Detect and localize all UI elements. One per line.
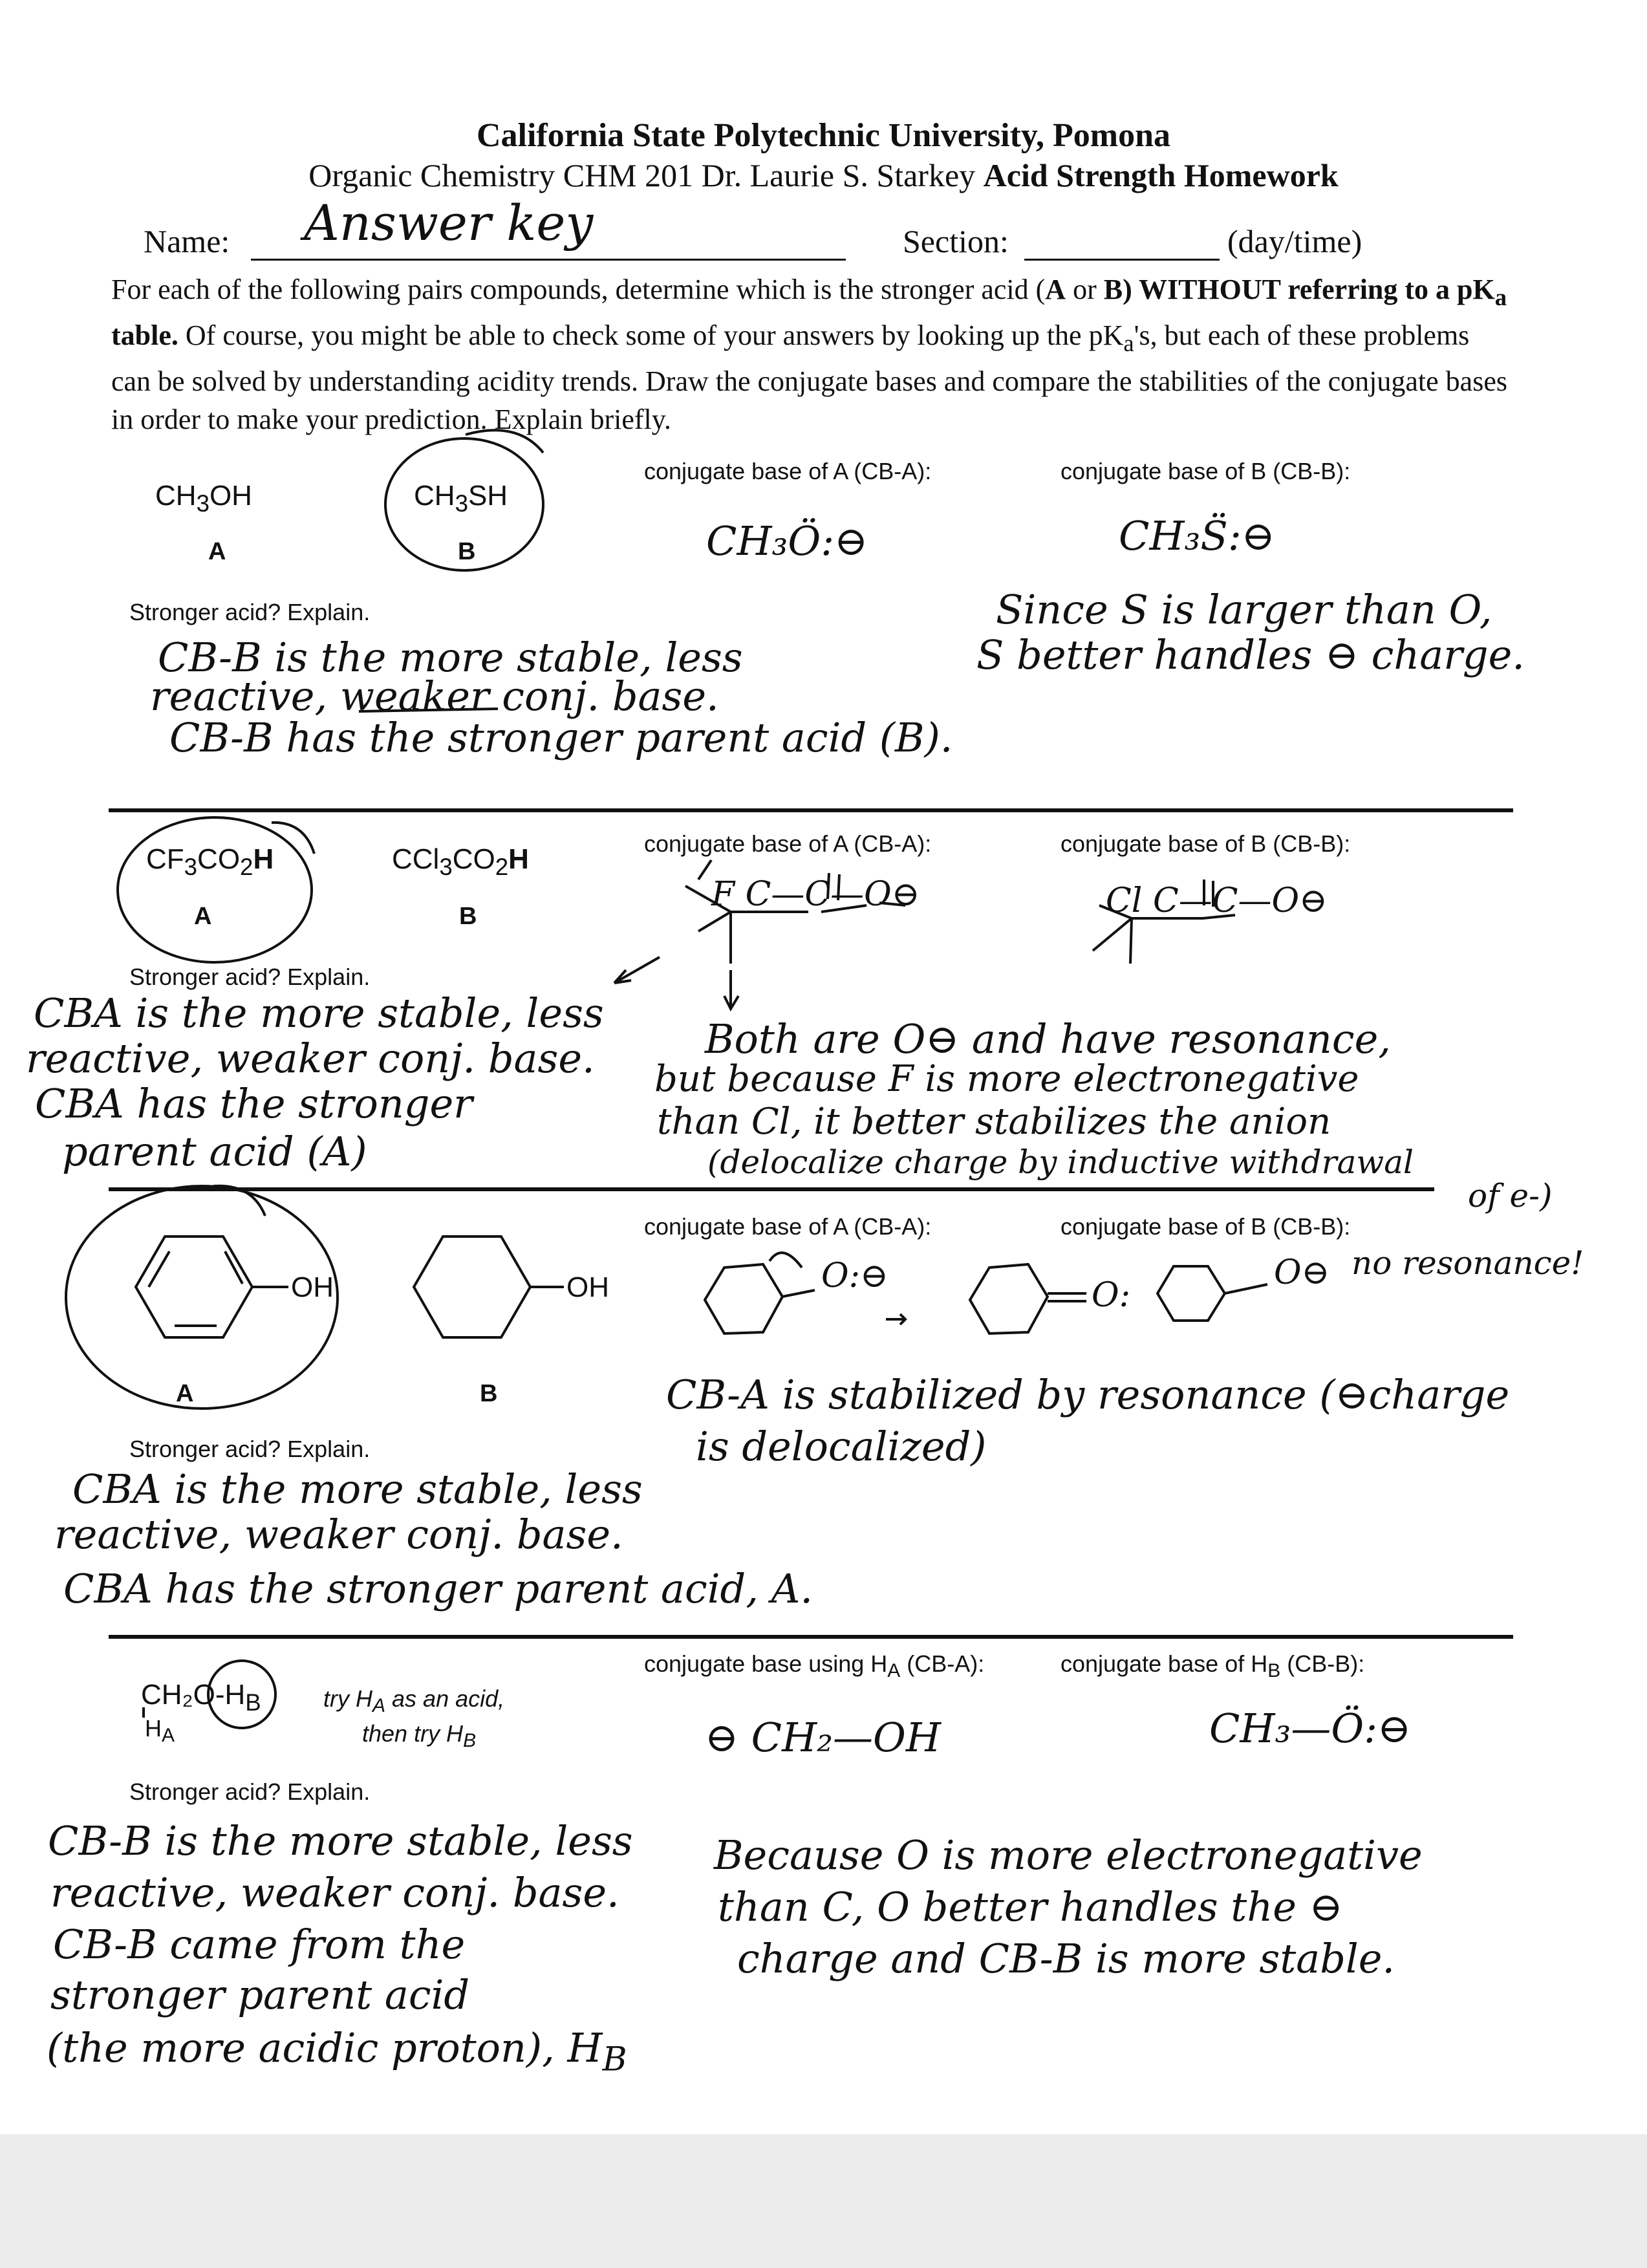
p2-reason-1: Both are O⊖ and have resonance, — [705, 1015, 1391, 1063]
p1-cba-label: conjugate base of A (CB-A): — [644, 458, 932, 484]
p3-label-a: A — [176, 1380, 194, 1407]
p1-reason-1: Since S is larger than O, — [996, 586, 1492, 633]
p1-answer-1: CB-B is the more stable, less — [158, 634, 743, 681]
p2-reason-3: than Cl, it better stabilizes the anion — [657, 1101, 1331, 1143]
p3-stronger-label: Stronger acid? Explain. — [129, 1436, 371, 1462]
p2-reason-2: but because F is more electronegative — [654, 1058, 1359, 1100]
p2-cbb-atoms: Cl C—C—O⊖ — [1106, 881, 1328, 920]
p4-answer-1: CB-B is the more stable, less — [48, 1817, 633, 1864]
p3-cba-double-bond — [1048, 1293, 1086, 1301]
p2-answer-circle — [118, 817, 312, 962]
page-bottom-margin — [0, 2134, 1647, 2268]
p4-stronger-label: Stronger acid? Explain. — [129, 1778, 371, 1805]
p4-reason-2: than C, O better handles the ⊖ — [718, 1883, 1343, 1930]
p4-cbb-structure: CH₃—Ö:⊖ — [1209, 1705, 1412, 1752]
p3-cba-ring-2 — [970, 1264, 1048, 1334]
p1-compound-a: $CH_3OH$ — [155, 480, 252, 517]
p2-cba-atoms: F C—C—O⊖ — [711, 875, 920, 914]
university-title: California State Polytechnic University, Pomona — [476, 117, 1171, 154]
p2-cbb-label: conjugate base of B (CB-B): — [1060, 830, 1351, 857]
p1-answer-circle — [385, 438, 543, 570]
p1-compound-b: $CH_3SH$ — [414, 480, 508, 517]
p4-reason-1: Because O is more electronegative — [714, 1831, 1423, 1879]
p3-circle-tail — [213, 1186, 265, 1216]
p3-cba-arrow-1 — [770, 1253, 815, 1297]
p4-answer-2: reactive, weaker conj. base. — [50, 1869, 619, 1916]
p2-compound-b: $CCl_3CO_2H$ — [392, 843, 529, 880]
p1-answer-2: reactive, weaker conj. base. — [150, 673, 719, 720]
p1-cbb-label: conjugate base of B (CB-B): — [1060, 458, 1351, 484]
p1-reason-2: S better handles ⊖ charge. — [976, 631, 1525, 678]
p3-cbb-ring — [1157, 1266, 1225, 1321]
p1-weaker-underline — [359, 709, 498, 711]
p3-cba-oxide-2: O: — [1092, 1276, 1131, 1315]
daytime-label: (day/time) — [1227, 223, 1362, 259]
p1-label-b: B — [458, 538, 476, 565]
p1-cbb-structure: CH₃S̈:⊖ — [1119, 512, 1275, 559]
p3-cyclohexane-ring-b — [414, 1237, 530, 1337]
p1-cba-structure: CH₃Ö:⊖ — [706, 517, 868, 565]
p2-cba-label: conjugate base of A (CB-A): — [644, 830, 932, 857]
section-label: Section: — [903, 223, 1009, 259]
p1-circle-tail — [466, 430, 543, 453]
p2-reason-5: of e-) — [1468, 1177, 1553, 1215]
p3-cba-label: conjugate base of A (CB-A): — [644, 1213, 932, 1240]
p3-cba-ring-1 — [705, 1264, 782, 1334]
p4-reason-3: charge and CB-B is more stable. — [737, 1935, 1395, 1982]
p3-resonance-2: is delocalized) — [696, 1423, 987, 1470]
p4-answer-4: stronger parent acid — [50, 1971, 470, 2018]
p3-label-b: B — [480, 1380, 498, 1407]
p2-answer-2: reactive, weaker conj. base. — [26, 1035, 595, 1082]
p4-answer-circle — [208, 1661, 275, 1728]
p4-hint-1: try $H_A$ as an acid, — [323, 1685, 505, 1717]
p1-label-a: A — [208, 538, 226, 565]
p3-cbb-oxide: O⊖ — [1274, 1253, 1330, 1292]
p3-benzene-ring-a — [136, 1237, 252, 1337]
p4-ha-label: $H_A$ — [145, 1715, 175, 1747]
p3-answer-1: CBA is the more stable, less — [72, 1465, 643, 1513]
p3-benzene-double-bonds — [149, 1251, 242, 1326]
p3-cbb-label: conjugate base of B (CB-B): — [1060, 1213, 1351, 1240]
name-value: Answer key — [304, 194, 594, 252]
p3-cba-oxide: O:⊖ — [821, 1257, 888, 1295]
p2-circle-tail — [272, 823, 314, 854]
p2-compound-a: $CF_3CO_2H$ — [146, 843, 274, 880]
p2-answer-4: parent acid (A) — [62, 1128, 367, 1175]
p2-answer-3: CBA has the stronger — [35, 1080, 473, 1127]
p1-answer-3: CB-B has the stronger parent acid (B). — [169, 714, 953, 761]
p3-answer-circle — [66, 1186, 338, 1409]
p3-no-resonance: no resonance! — [1351, 1244, 1584, 1282]
p4-hint-2: then try $H_B$ — [362, 1720, 477, 1752]
p4-cba-structure: ⊖ CH₂—OH — [705, 1714, 941, 1761]
p4-answer-3: CB-B came from the — [53, 1921, 466, 1968]
p4-answer-5: (the more acidic proton), $H_B$ — [47, 2024, 627, 2079]
p2-label-b: B — [459, 903, 477, 930]
p4-cba-label: conjugate base using $H_A$ (CB-A): — [644, 1650, 985, 1682]
name-label: Name: — [144, 223, 230, 259]
p3-cbb-bond — [1225, 1284, 1267, 1293]
p4-formula: CH₂O-$H_B$ — [141, 1679, 261, 1716]
course-title: Organic Chemistry CHM 201 Dr. Laurie S. Starkey Acid Strength Homework — [308, 157, 1339, 193]
p3-answer-2: reactive, weaker conj. base. — [54, 1511, 623, 1558]
p4-cbb-label: conjugate base of $H_B$ (CB-B): — [1060, 1650, 1365, 1682]
p3-oh-a: OH — [291, 1271, 334, 1303]
p3-answer-3: CBA has the stronger parent acid, A. — [63, 1565, 813, 1612]
p3-oh-b: OH — [566, 1271, 609, 1303]
p3-resonance-1: CB-A is stabilized by resonance (⊖charge — [666, 1371, 1510, 1418]
p1-stronger-label: Stronger acid? Explain. — [129, 599, 371, 625]
p2-inductive-arrows — [614, 957, 738, 1009]
p2-reason-4: (delocalize charge by inductive withdrawal — [707, 1143, 1414, 1181]
p3-resonance-arrow — [886, 1314, 905, 1324]
p2-stronger-label: Stronger acid? Explain. — [129, 964, 371, 990]
instructions: For each of the following pairs compounds, determine which is the stronger acid (A or B) WITHOUT referring to a $pK_a$ table. Of course, you might be able to check some of your answers by looking up the $pK_a's$, but each of these problems can be solved by understanding acidity trends. Draw the conjugate bases and compare the stabilities of the conjugate bases in order to make your prediction. Explain briefly. — [111, 274, 1507, 435]
p2-label-a: A — [194, 903, 212, 930]
p2-answer-1: CBA is the more stable, less — [34, 989, 604, 1037]
